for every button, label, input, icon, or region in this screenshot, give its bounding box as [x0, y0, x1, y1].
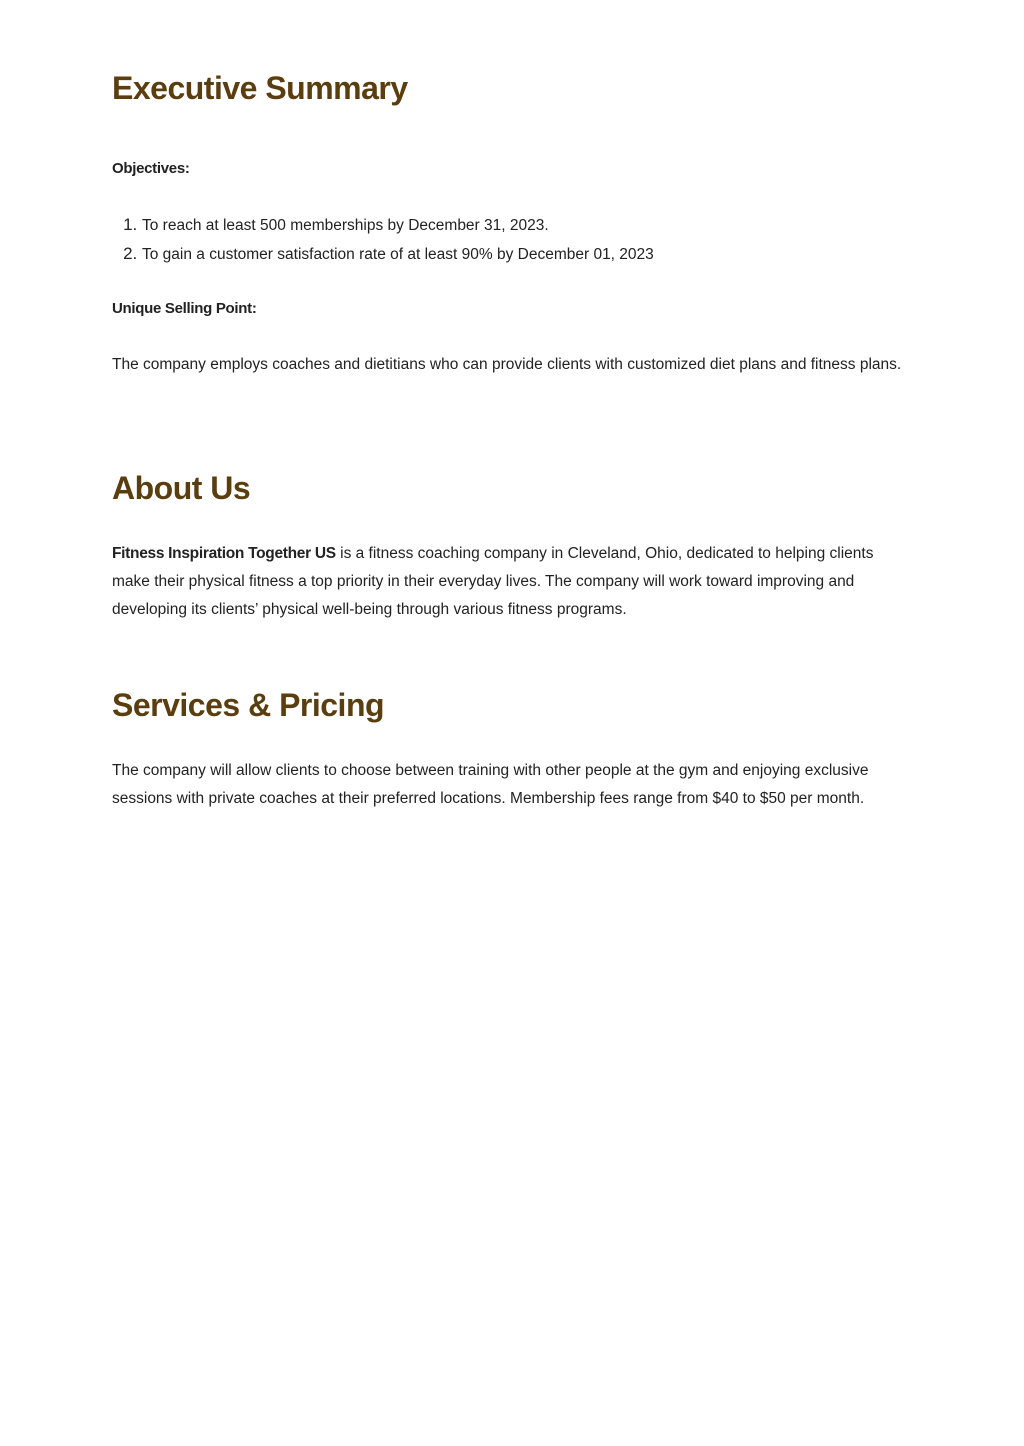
about-us-body: is a fitness coaching company in Cleveland, Ohio, dedicated to helping clients make their physical fitness a top priority in their everyday lives. The company will work toward improving and developing its clients’ physical well-being through various fitness programs. [112, 545, 874, 618]
heading-executive-summary: Executive Summary [112, 70, 408, 106]
objective-item: 2. To gain a customer satisfaction rate of at least 90% by December 01, 2023 [142, 240, 654, 269]
objective-item: 1. To reach at least 500 memberships by December 31, 2023. [142, 211, 654, 240]
heading-about-us: About Us [112, 470, 251, 506]
heading-services-pricing: Services & Pricing [112, 687, 385, 723]
usp-text: The company employs coaches and dietitians who can provide clients with customized diet plans and fitness plans. [112, 356, 902, 373]
usp-label: Unique Selling Point: [112, 300, 257, 317]
objectives-list [112, 211, 654, 269]
objectives-label: Objectives: [112, 160, 190, 177]
services-pricing-text: The company will allow clients to choose between training with other people at the gym and enjoying exclusive sessions with private coaches at their preferred locations. Membership fees range from $40 to $50 per month. [112, 762, 869, 807]
company-name: Fitness Inspiration Together US [112, 545, 336, 562]
about-us-text [112, 540, 902, 624]
